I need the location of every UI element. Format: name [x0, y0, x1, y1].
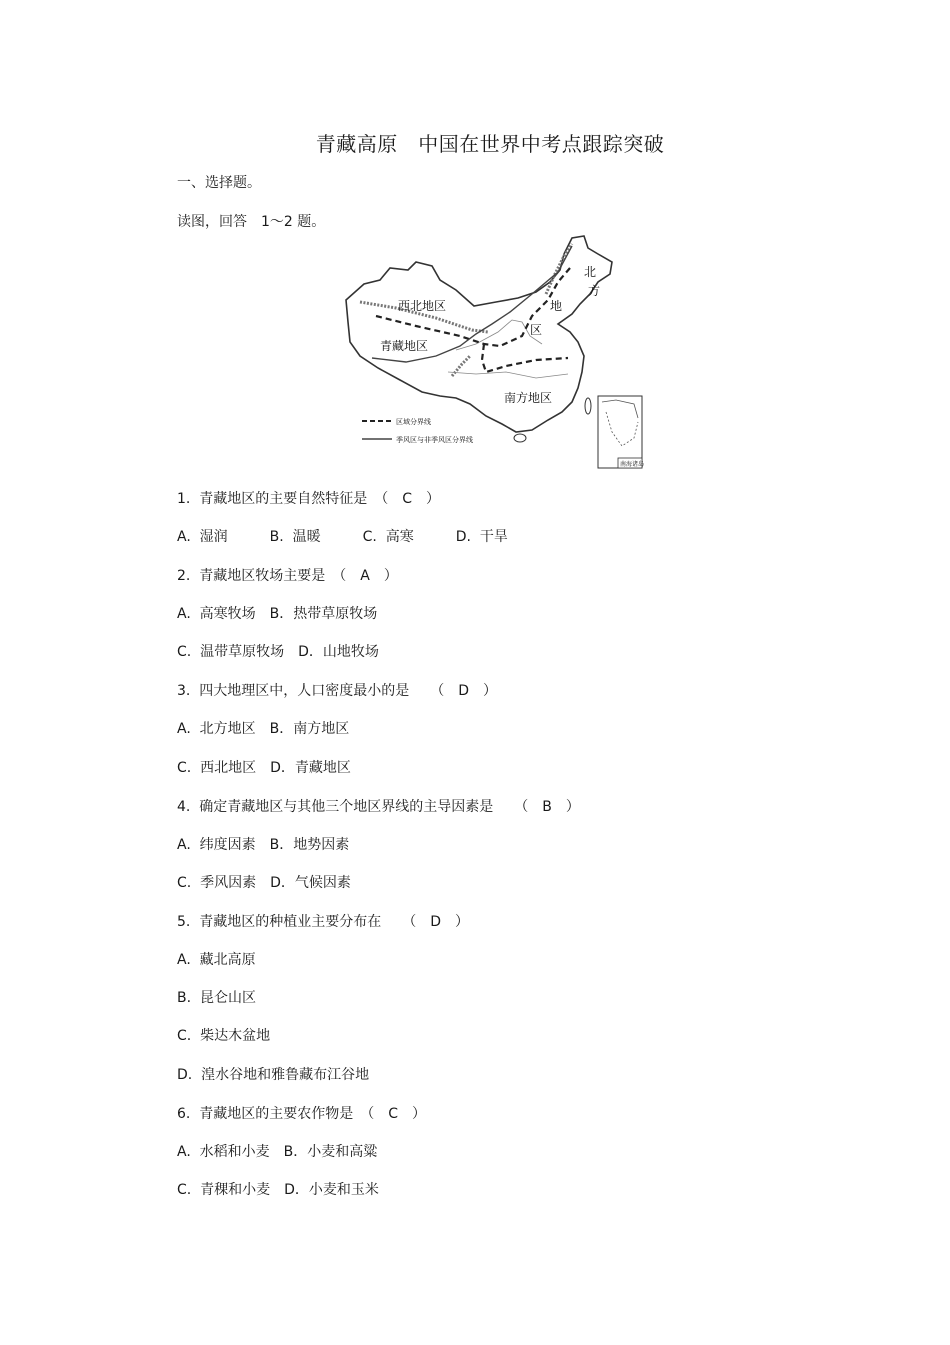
region-label-qingzang: 青藏地区: [380, 339, 429, 353]
question-5-stem: 5. 青藏地区的种植业主要分布在 （ D ）: [177, 914, 470, 930]
question-2-stem: 2. 青藏地区牧场主要是 （ A ）: [177, 568, 398, 584]
region-label-north-1: 北: [584, 265, 597, 279]
question-5-option-a: A. 藏北高原: [177, 952, 256, 968]
hainan-island: [514, 434, 526, 442]
question-5-option-d: D. 湟水谷地和雅鲁藏布江谷地: [177, 1067, 370, 1083]
question-2-options-row1: A. 高寒牧场 B．热带草原牧场: [177, 606, 378, 622]
legend-solid-label: 季风区与非季风区分界线: [396, 436, 473, 444]
question-3-options-row1: A. 北方地区 B．南方地区: [177, 721, 350, 737]
region-label-north-4: 区: [530, 323, 543, 337]
question-4-options-row1: A. 纬度因素 B．地势因素: [177, 837, 350, 853]
legend-dashed-label: 区域分界线: [396, 418, 431, 426]
page-title: 青藏高原 中国在世界中考点跟踪突破: [315, 132, 665, 156]
question-5-option-c: C. 柴达木盆地: [177, 1028, 271, 1044]
region-label-north-3: 地: [550, 299, 563, 313]
yangtze-river: [448, 372, 568, 378]
region-label-north-2: 方: [588, 284, 601, 298]
question-1-stem: 1. 青藏地区的主要自然特征是 （ C ）: [177, 491, 441, 507]
question-4-options-row2: C. 季风因素 D．气候因素: [177, 875, 351, 891]
question-2-options-row2: C. 温带草原牧场 D．山地牧场: [177, 644, 379, 660]
taiwan-island: [585, 398, 591, 414]
south-china-sea-inset: [598, 396, 645, 468]
question-3-stem: 3. 四大地理区中，人口密度最小的是 （ D ）: [177, 683, 498, 699]
question-intro: 读图，回答 1～2 题。: [177, 214, 326, 230]
china-regions-map: [336, 232, 646, 470]
china-outline: [346, 236, 612, 432]
question-6-options-row1: A. 水稻和小麦 B．小麦和高粱: [177, 1144, 378, 1160]
section-heading: 一、选择题。: [177, 175, 261, 191]
question-5-option-b: B. 昆仑山区: [177, 990, 256, 1006]
region-label-northwest: 西北地区: [398, 299, 447, 313]
question-1-options: A. 湿润 B. 温暖 C. 高寒 D. 干旱: [177, 529, 508, 545]
question-6-options-row2: C. 青稞和小麦 D．小麦和玉米: [177, 1182, 379, 1198]
region-boundary-line-2: [482, 344, 568, 372]
inset-label: 南海诸岛: [620, 461, 645, 468]
question-6-stem: 6. 青藏地区的主要农作物是 （ C ）: [177, 1106, 427, 1122]
region-label-south: 南方地区: [504, 391, 553, 405]
question-3-options-row2: C. 西北地区 D．青藏地区: [177, 760, 351, 776]
question-4-stem: 4. 确定青藏地区与其他三个地区界线的主导因素是 （ B ）: [177, 799, 580, 815]
